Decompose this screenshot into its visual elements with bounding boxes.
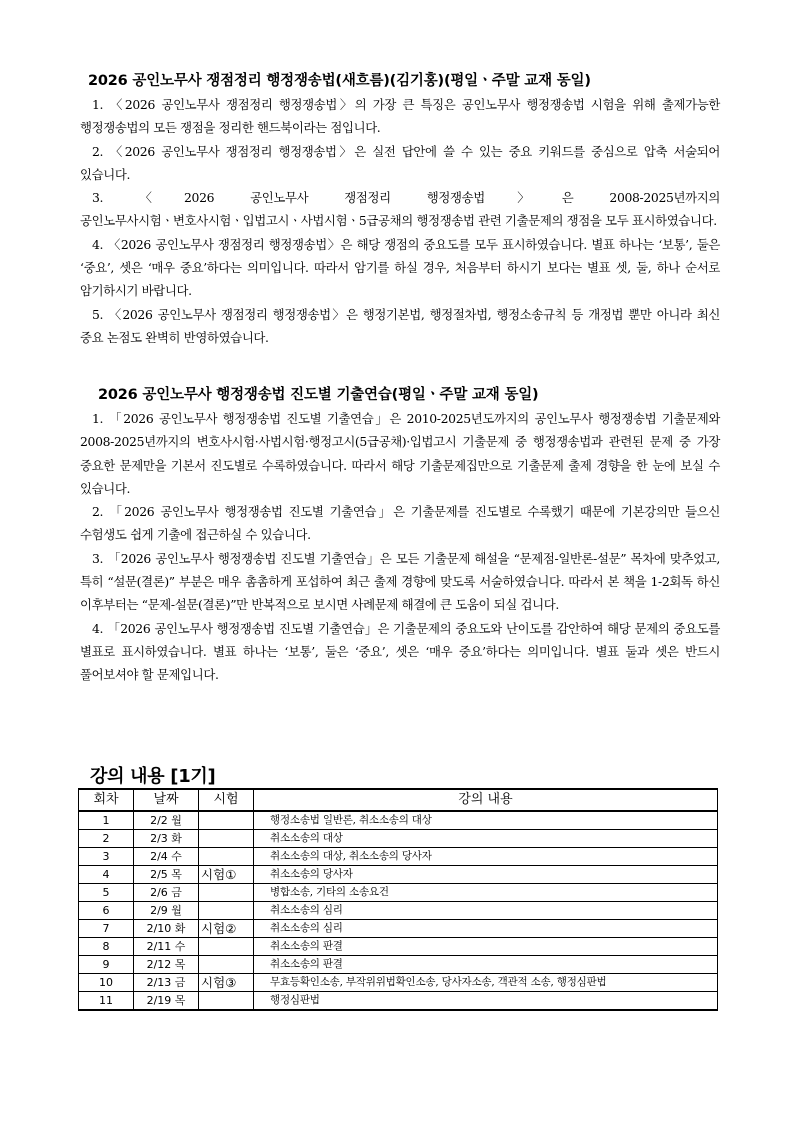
- row-date: 2/5 목: [134, 866, 199, 884]
- table-row: [79, 830, 718, 848]
- row-no: 6: [79, 902, 134, 920]
- paragraph-number: 4.: [92, 620, 104, 636]
- row-date: 2/2 월: [134, 811, 199, 830]
- row-exam: [199, 938, 254, 956]
- paragraph: [80, 547, 720, 617]
- row-date: 2/9 월: [134, 902, 199, 920]
- lecture-title: 강의 내용 [1기]: [90, 766, 216, 787]
- paragraph-text: 「2026 공인노무사 행정쟁송법 진도별 기출연습」은 2010-2025년도까지의 공인노무사 행정쟁송법 기출문제와 2008-2025년까지의 변호사시험·사법시험·행정고시(5급공채)·입법고시 기출문제 중 행정쟁송법과 관련된 문제 중 가장 중요한 문제만을 기본서 진도별로 수록하였습니다. 따라서 해당 기출문제집만으로 기출문제 출제 경향을 한 눈에 보실 수 있습니다.: [80, 411, 720, 496]
- paragraph: [80, 617, 720, 687]
- section2-title: 2026 공인노무사 행정쟁송법 진도별 기출연습(평일ㆍ주말 교재 동일): [98, 387, 539, 403]
- table-row: [79, 974, 718, 992]
- table-row: [79, 884, 718, 902]
- row-no: 9: [79, 956, 134, 974]
- header-exam: 시험: [199, 789, 254, 811]
- paragraph-number: 3.: [92, 550, 104, 566]
- schedule-body: [79, 811, 718, 1010]
- row-content: 행정심판법: [254, 992, 718, 1011]
- paragraph-number: 1.: [92, 411, 104, 426]
- section2-paragraphs: [80, 407, 720, 687]
- row-no: 11: [79, 992, 134, 1011]
- row-content: 취소소송의 심리: [254, 902, 718, 920]
- paragraph: [80, 186, 720, 233]
- table-row: [79, 992, 718, 1011]
- section1-paragraphs: [80, 93, 720, 349]
- paragraph: [80, 303, 720, 350]
- row-exam: [199, 848, 254, 866]
- row-date: 2/13 금: [134, 974, 199, 992]
- row-no: 5: [79, 884, 134, 902]
- table-row: [79, 956, 718, 974]
- row-exam: [199, 992, 254, 1011]
- table-header-row: [79, 789, 718, 811]
- paragraph-number: 5.: [92, 306, 104, 322]
- header-content: 강의 내용: [254, 789, 718, 811]
- paragraph-number: 3.: [92, 190, 104, 206]
- paragraph-text: 〈2026 공인노무사 쟁점정리 행정쟁송법〉은 해당 쟁점의 중요도를 모두 표시하였습니다. 별표 하나는 ‘보통’, 둘은 ‘중요’, 셋은 ‘매우 중요’하다는 의미입니다. 따라서 암기를 하실 경우, 처음부터 하시기 보다는 별표 셋, 둘, 하나 순서로 암기하시기 바랍니다.: [80, 236, 720, 299]
- row-exam: [199, 811, 254, 830]
- paragraph-text: 〈2026 공인노무사 쟁점정리 행정쟁송법〉은 2008-2025년까지의 공인노무사시험ㆍ변호사시험ㆍ입법고시ㆍ사법시험ㆍ5급공채의 행정쟁송법 관련 기출문제의 쟁점을 모두 표시하였습니다.: [80, 190, 720, 229]
- paragraph: [80, 93, 720, 140]
- row-content: 취소소송의 심리: [254, 920, 718, 938]
- row-content: 취소소송의 판결: [254, 938, 718, 956]
- paragraph: [80, 407, 720, 500]
- row-content: 병합소송, 기타의 소송요건: [254, 884, 718, 902]
- row-date: 2/12 목: [134, 956, 199, 974]
- paragraph: [80, 500, 720, 547]
- row-date: 2/19 목: [134, 992, 199, 1011]
- row-no: 2: [79, 830, 134, 848]
- paragraph-text: 「2026 공인노무사 행정쟁송법 진도별 기출연습」은 기출문제의 중요도와 난이도를 감안하여 해당 문제의 중요도를 별표로 표시하였습니다. 별표 하나는 ‘보통’, 둘은 ‘중요’, 셋은 ‘매우 중요’하다는 의미입니다. 별표 둘과 셋은 반드시 풀어보셔야 할 문제입니다.: [80, 620, 720, 683]
- row-date: 2/4 수: [134, 848, 199, 866]
- paragraph-text: 〈2026 공인노무사 쟁점정리 행정쟁송법〉은 행정기본법, 행정절차법, 행정소송규칙 등 개정법 뿐만 아니라 최신 중요 논점도 완벽히 반영하였습니다.: [80, 306, 720, 345]
- row-no: 10: [79, 974, 134, 992]
- row-exam: 시험③: [199, 974, 254, 992]
- row-content: 취소소송의 당사자: [254, 866, 718, 884]
- row-exam: [199, 956, 254, 974]
- row-date: 2/11 수: [134, 938, 199, 956]
- row-content: 취소소송의 판결: [254, 956, 718, 974]
- row-exam: 시험②: [199, 920, 254, 938]
- table-row: [79, 866, 718, 884]
- row-exam: [199, 830, 254, 848]
- row-date: 2/6 금: [134, 884, 199, 902]
- row-date: 2/10 화: [134, 920, 199, 938]
- paragraph: [80, 233, 720, 303]
- table-row: [79, 902, 718, 920]
- lecture-schedule-table: [78, 788, 718, 1011]
- row-no: 1: [79, 811, 134, 830]
- header-no: 회차: [79, 789, 134, 811]
- row-content: 행정소송법 일반론, 취소소송의 대상: [254, 811, 718, 830]
- paragraph-number: 1.: [92, 97, 104, 112]
- row-exam: 시험①: [199, 866, 254, 884]
- row-no: 7: [79, 920, 134, 938]
- paragraph-number: 2.: [92, 504, 104, 520]
- paragraph-text: 〈2026 공인노무사 쟁점정리 행정쟁송법〉의 가장 큰 특징은 공인노무사 행정쟁송법 시험을 위해 출제가능한 행정쟁송법의 모든 쟁점을 정리한 핸드북이라는 점입니다.: [80, 97, 720, 136]
- paragraph-text: 〈2026 공인노무사 쟁점정리 행정쟁송법〉은 실전 답안에 쓸 수 있는 중요 키워드를 중심으로 압축 서술되어 있습니다.: [80, 143, 720, 182]
- paragraph-number: 4.: [92, 236, 104, 252]
- table-row: [79, 920, 718, 938]
- table-row: [79, 938, 718, 956]
- row-content: 무효등확인소송, 부작위위법확인소송, 당사자소송, 객관적 소송, 행정심판법: [254, 974, 718, 992]
- paragraph-text: 「2026 공인노무사 행정쟁송법 진도별 기출연습」은 기출문제를 진도별로 수록했기 때문에 기본강의만 들으신 수험생도 쉽게 기출에 접근하실 수 있습니다.: [80, 504, 720, 543]
- row-no: 4: [79, 866, 134, 884]
- table-row: [79, 848, 718, 866]
- header-date: 날짜: [134, 789, 199, 811]
- row-no: 8: [79, 938, 134, 956]
- section1-title: 2026 공인노무사 쟁점정리 행정쟁송법(새흐름)(김기홍)(평일ㆍ주말 교재 동일): [88, 73, 591, 89]
- paragraph: [80, 140, 720, 187]
- row-content: 취소소송의 대상: [254, 830, 718, 848]
- row-exam: [199, 902, 254, 920]
- row-date: 2/3 화: [134, 830, 199, 848]
- paragraph-text: 「2026 공인노무사 행정쟁송법 진도별 기출연습」은 모든 기출문제 해설을 “문제점-일반론-설문” 목차에 맞추었고, 특히 “설문(결론)” 부분은 매우 촘촘하게 포섭하여 최근 출제 경향에 맞도록 서술하였습니다. 따라서 본 책을 1-2회독 하신 이후부터는 “문제-설문(결론)”만 반복적으로 보시면 사례문제 해결에 큰 도움이 되실 겁니다.: [80, 550, 720, 613]
- table-row: [79, 811, 718, 830]
- row-content: 취소소송의 대상, 취소소송의 당사자: [254, 848, 718, 866]
- row-no: 3: [79, 848, 134, 866]
- paragraph-number: 2.: [92, 143, 104, 159]
- row-exam: [199, 884, 254, 902]
